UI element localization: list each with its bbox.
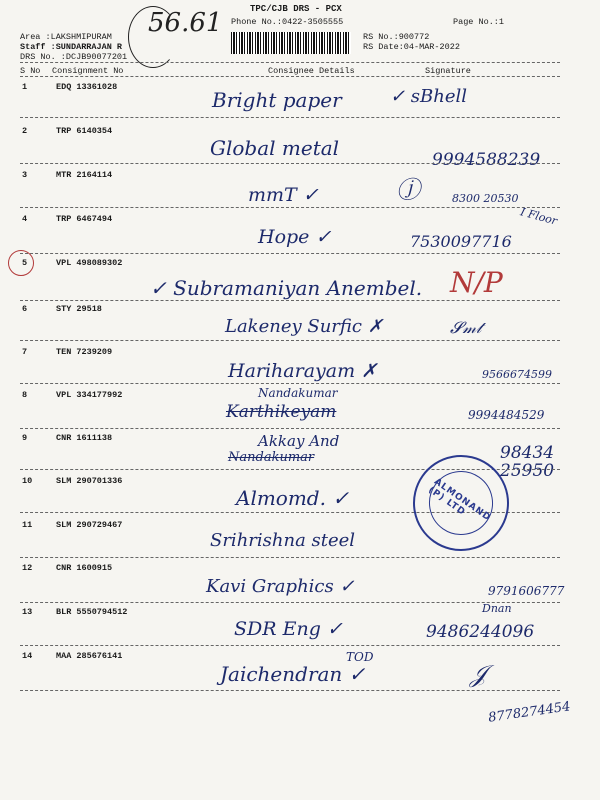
consignee-name: Lakeney Surfic ✗ (225, 316, 383, 337)
consignment-number: VPL 334177992 (56, 390, 123, 400)
consignee-name: SDR Eng ✓ (234, 618, 343, 640)
row-number: 9 (22, 433, 28, 443)
consignee-name: Almomd. ✓ (236, 486, 350, 510)
staff-field: Staff :SUNDARRAJAN R (20, 42, 123, 52)
consignee-name: Hariharayam ✗ (228, 360, 378, 382)
row-divider (20, 602, 560, 603)
row-number: 2 (22, 126, 28, 136)
header-rule-top (20, 62, 560, 63)
consignment-number: VPL 498089302 (56, 258, 123, 268)
consignment-number: TRP 6467494 (56, 214, 113, 224)
row-number: 1 (22, 82, 28, 92)
signature-mark: 𝒥 (470, 660, 487, 688)
signature-phone: 8300 20530 (452, 192, 519, 205)
signature-phone: 9566674599 (482, 368, 552, 381)
consignee-name: Karthikeyam (226, 402, 337, 422)
signature-phone: 9994484529 (468, 408, 545, 422)
row-divider (20, 300, 560, 301)
row-number: 3 (22, 170, 28, 180)
consignment-number: MAA 285676141 (56, 651, 123, 661)
consignee-name: Global metal (210, 136, 340, 160)
row-divider (20, 383, 560, 384)
tod-note: TOD (346, 650, 374, 664)
col-details: Consignee Details (268, 66, 355, 76)
row-number: 11 (22, 520, 33, 530)
consignment-number: MTR 2164114 (56, 170, 113, 180)
consignee-name: mmT ✓ (248, 184, 319, 206)
row-number: 13 (22, 607, 33, 617)
row-divider (20, 163, 560, 164)
row-divider (20, 645, 560, 646)
signature: 9994588239 (432, 150, 541, 170)
consignee-name: Kavi Graphics ✓ (206, 576, 355, 597)
consignment-number: SLM 290701336 (56, 476, 123, 486)
row-divider (20, 428, 560, 429)
rs-date: RS Date:04-MAR-2022 (363, 42, 460, 52)
row-five-circle (8, 250, 34, 276)
floor-note: I Floor (518, 205, 559, 228)
signature-phone: 98434 25950 (500, 443, 555, 481)
consignment-number: CNR 1611138 (56, 433, 113, 443)
signature-note: Dnan (482, 602, 512, 615)
not-present-mark: N/P (450, 266, 503, 299)
consignment-number: CNR 1600915 (56, 563, 113, 573)
area-field: Area :LAKSHMIPURAM (20, 32, 112, 42)
consignee-name: Hope ✓ (258, 226, 332, 248)
col-sno: S No (20, 66, 41, 76)
row-number: 14 (22, 651, 33, 661)
barcode (231, 32, 351, 54)
row-divider (20, 207, 560, 208)
page-number: Page No.:1 (453, 17, 505, 27)
consignment-number: TEN 7239209 (56, 347, 113, 357)
signature-phone: 8778274454 (487, 699, 572, 726)
stamp-text: ALMONAND (P) LTD (426, 476, 493, 524)
consignment-number: STY 29518 (56, 304, 102, 314)
overwritten-name: Nandakumar (258, 386, 338, 400)
row-number: 6 (22, 304, 28, 314)
consignee-name: ✓ Subramaniyan Anembel. (150, 276, 423, 300)
consignee-name: Srihrishna steel (210, 530, 356, 551)
handwritten-count: 56.61 (148, 8, 223, 38)
consignment-number: TRP 6140354 (56, 126, 113, 136)
phone-number: Phone No.:0422-3505555 (231, 17, 344, 27)
header-rule-bottom (20, 76, 560, 77)
signature-phone: 9791606777 (488, 584, 565, 598)
signature: 7530097716 (410, 232, 512, 251)
row-divider (20, 557, 560, 558)
consignee-name: Bright paper (212, 88, 342, 112)
row-number: 7 (22, 347, 28, 357)
row-number: 8 (22, 390, 28, 400)
consignment-number: SLM 290729467 (56, 520, 123, 530)
row-divider (20, 690, 560, 691)
drs-number: DRS No. :DCJB90077201 (20, 52, 128, 62)
consignment-number: BLR 5550794512 (56, 607, 128, 617)
col-consignment: Consignment No (52, 66, 124, 76)
row-number: 10 (22, 476, 33, 486)
row-number: 5 (22, 258, 28, 268)
row-divider (20, 117, 560, 118)
rs-number: RS No.:900772 (363, 32, 430, 42)
struck-name: Nandakumar (228, 450, 315, 465)
sheet-title: TPC/CJB DRS - PCX (250, 4, 342, 14)
signature: ✓ sBhell (390, 86, 468, 107)
signature-mark: 𝓢𝓂𝓉 (450, 318, 482, 337)
consignee-name: Jaichendran ✓ (220, 662, 366, 686)
row-number: 12 (22, 563, 33, 573)
signature-mark: ⓙ (396, 176, 420, 204)
col-signature: Signature (425, 66, 471, 76)
signature-phone: 9486244096 (426, 622, 535, 642)
consignee-name: Akkay And (258, 432, 340, 450)
row-divider (20, 340, 560, 341)
row-number: 4 (22, 214, 28, 224)
consignment-number: EDQ 13361028 (56, 82, 118, 92)
row-divider (20, 253, 560, 254)
